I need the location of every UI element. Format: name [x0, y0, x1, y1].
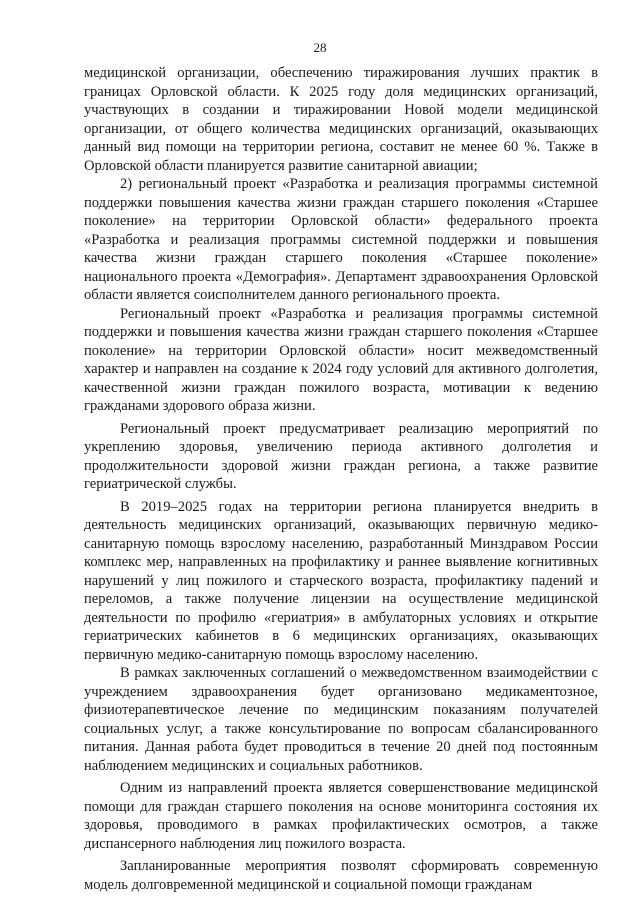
page-number: 28: [313, 40, 327, 55]
paragraph-4: Региональный проект предусматривает реализацию мероприятий по укреплению здоровья, увеличению периода активного долголетия и продолжительности здоровой жизни граждан региона, а также развитие гериатрической службы.: [84, 420, 598, 492]
paragraph-5: В 2019–2025 годах на территории региона планируется внедрить в деятельность медицинских организаций, оказывающих первичную медико-санитарную помощь взрослому населению, разработанный Минздравом России комплекс мер, направленных на профилактику и раннее выявление когнитивных нарушений у лиц пожилого и старческого возраста, профилактику падений и переломов, а также получение лицензии на осуществление медицинской деятельности по профилю «гериатрия» в амбулаторных условиях и открытие гериатрических кабинетов в 6 медицинских организациях, оказывающих первичную медико-санитарную помощь взрослому населению.: [84, 498, 598, 663]
body-text: [84, 64, 598, 894]
paragraph-1: медицинской организации, обеспечению тиражирования лучших практик в границах Орловской области. К 2025 году доля медицинских организаций, участвующих в создании и тиражировании Новой модели медицинской организации, от общего количества медицинских организаций, оказывающих данный вид помощи на территории региона, составит не менее 60 %. Также в Орловской области планируется развитие санитарной авиации;: [84, 65, 598, 174]
paragraph-3: Региональный проект «Разработка и реализация программы системной поддержки и повышения качества жизни граждан старшего поколения «Старшее поколение» на территории Орловской области» носит межведомственный характер и направлен на создание к 2024 году условий для активного долголетия, качественной жизни граждан пожилого возраста, мотивации к ведению гражданами здорового образа жизни.: [84, 305, 598, 414]
paragraph-6: В рамках заключенных соглашений о межведомственном взаимодействии с учреждением здравоохранения будет организовано медикаментозное, физиотерапевтическое лечение по медицинским показаниям получателей социальных услуг, а также консультирование по вопросам сбалансированного питания. Данная работа будет проводиться в течение 20 дней под постоянным наблюдением медицинских и социальных работников.: [84, 665, 598, 774]
paragraph-2: 2) региональный проект «Разработка и реализация программы системной поддержки повышения качества жизни граждан старшего поколения «Старшее поколение» на территории Орловской области» федерального проекта «Разработка и реализация программы системной поддержки и повышения качества жизни граждан старшего поколения «Старшее поколение» национального проекта «Демография». Департамент здравоохранения Орловской области является соисполнителем данного регионального проекта.: [84, 176, 598, 303]
paragraph-7: Одним из направлений проекта является совершенствование медицинской помощи для граждан старшего поколения на основе мониторинга состояния их здоровья, проводимого в рамках профилактических осмотров, а также диспансерного наблюдения лиц пожилого возраста.: [84, 780, 598, 852]
paragraph-8: Запланированные мероприятия позволят сформировать современную модель долговременной медицинской и социальной помощи гражданам: [84, 858, 598, 893]
